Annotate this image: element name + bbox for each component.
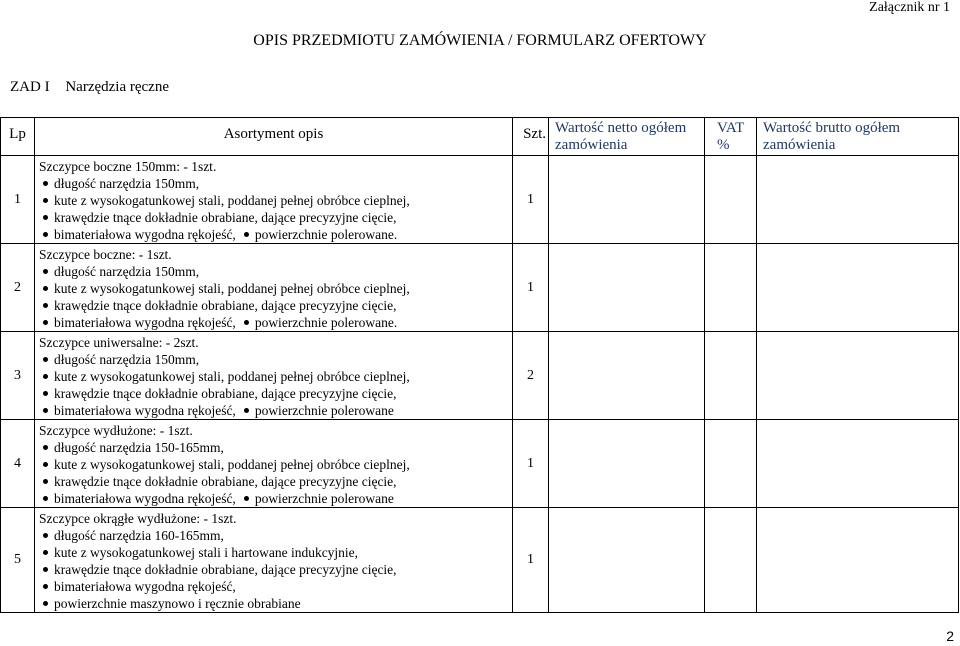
- net-value-cell[interactable]: [549, 156, 705, 244]
- bullet-item: [39, 456, 512, 473]
- bullet-icon: [43, 357, 48, 362]
- bullet-item: [39, 280, 512, 297]
- bullet-text: kute z wysokogatunkowej stali, poddanej pełnej obróbce cieplnej,: [54, 193, 410, 208]
- bullet-icon: [43, 601, 48, 606]
- bullet-text: kute z wysokogatunkowej stali, poddanej pełnej obróbce cieplnej,: [54, 457, 410, 472]
- header-vat-line1: VAT: [717, 120, 745, 136]
- row-description: [35, 420, 513, 508]
- bullet-text: długość narzędzia 160-165mm,: [54, 528, 224, 543]
- bullet-icon: [43, 496, 48, 501]
- bullet-icon: [43, 479, 48, 484]
- net-value-cell[interactable]: [549, 244, 705, 332]
- row-qty: 1: [513, 244, 549, 332]
- bullet-icon: [43, 198, 48, 203]
- bullet-item: [39, 490, 512, 507]
- net-value-cell[interactable]: [549, 420, 705, 508]
- bullet-text: powierzchnie polerowane.: [254, 227, 398, 242]
- item-name: Szczypce boczne 150mm: - 1szt.: [39, 159, 217, 174]
- bullet-text: bimateriałowa wygodna rękojeść,: [54, 491, 236, 506]
- item-name: Szczypce okrągłe wydłużone: - 1szt.: [39, 511, 237, 526]
- page-number: 2: [946, 628, 954, 644]
- bullet-icon: [43, 320, 48, 325]
- row-lp: 5: [1, 508, 35, 613]
- section-code: ZAD I: [10, 79, 50, 95]
- bullet-text: bimateriałowa wygodna rękojeść,: [54, 315, 236, 330]
- bullet-item: [39, 192, 512, 209]
- bullet-text: bimateriałowa wygodna rękojeść,: [54, 579, 236, 594]
- bullet-icon: [244, 408, 249, 413]
- row-qty: 2: [513, 332, 549, 420]
- row-qty: 1: [513, 508, 549, 613]
- gross-value-cell[interactable]: [757, 244, 959, 332]
- table-row: [1, 244, 959, 332]
- bullet-icon: [43, 567, 48, 572]
- header-net-line2: zamówienia: [555, 137, 628, 153]
- bullet-text: krawędzie tnące dokładnie obrabiane, dające precyzyjne cięcie,: [54, 386, 397, 401]
- section-heading: [10, 79, 169, 96]
- bullet-item: [39, 263, 512, 280]
- bullet-icon: [244, 496, 249, 501]
- bullet-icon: [43, 286, 48, 291]
- row-description: [35, 332, 513, 420]
- header-net-value: [549, 118, 705, 156]
- vat-cell[interactable]: [705, 508, 757, 613]
- item-name: Szczypce wydłużone: - 1szt.: [39, 423, 193, 438]
- bullet-text: długość narzędzia 150-165mm,: [54, 440, 224, 455]
- bullet-icon: [244, 320, 249, 325]
- header-lp: Lp: [1, 118, 35, 156]
- header-gross-line2: zamówienia: [763, 137, 836, 153]
- bullet-icon: [43, 462, 48, 467]
- bullet-icon: [43, 374, 48, 379]
- bullet-item: [39, 578, 512, 595]
- header-qty: Szt.: [513, 118, 549, 156]
- bullet-icon: [43, 215, 48, 220]
- table-row: [1, 156, 959, 244]
- bullet-text: długość narzędzia 150mm,: [54, 176, 200, 191]
- bullet-icon: [43, 303, 48, 308]
- net-value-cell[interactable]: [549, 508, 705, 613]
- gross-value-cell[interactable]: [757, 156, 959, 244]
- header-vat-line2: %: [717, 137, 730, 153]
- bullet-icon: [43, 445, 48, 450]
- net-value-cell[interactable]: [549, 332, 705, 420]
- header-assortment: Asortyment opis: [35, 118, 513, 156]
- bullet-icon: [43, 584, 48, 589]
- bullet-item: [39, 226, 512, 243]
- bullet-text: bimateriałowa wygodna rękojeść,: [54, 227, 236, 242]
- bullet-item: [39, 209, 512, 226]
- bullet-item: [39, 595, 512, 612]
- row-lp: 4: [1, 420, 35, 508]
- vat-cell[interactable]: [705, 156, 757, 244]
- bullet-item: [39, 175, 512, 192]
- vat-cell[interactable]: [705, 244, 757, 332]
- bullet-text: powierzchnie polerowane: [254, 403, 394, 418]
- table-row: [1, 332, 959, 420]
- bullet-text: kute z wysokogatunkowej stali i hartowane indukcyjnie,: [54, 545, 359, 560]
- table-row: [1, 508, 959, 613]
- row-lp: 1: [1, 156, 35, 244]
- row-lp: 3: [1, 332, 35, 420]
- document-title: OPIS PRZEDMIOTU ZAMÓWIENIA / FORMULARZ OFERTOWY: [253, 32, 707, 49]
- bullet-item: [39, 351, 512, 368]
- item-name: Szczypce uniwersalne: - 2szt.: [39, 335, 199, 350]
- table-row: [1, 420, 959, 508]
- bullet-item: [39, 297, 512, 314]
- bullet-text: powierzchnie polerowane.: [254, 315, 398, 330]
- bullet-text: kute z wysokogatunkowej stali, poddanej pełnej obróbce cieplnej,: [54, 281, 410, 296]
- bullet-text: kute z wysokogatunkowej stali, poddanej pełnej obróbce cieplnej,: [54, 369, 410, 384]
- bullet-item: [39, 473, 512, 490]
- header-vat: [705, 118, 757, 156]
- bullet-icon: [43, 533, 48, 538]
- row-lp: 2: [1, 244, 35, 332]
- bullet-text: krawędzie tnące dokładnie obrabiane, dające precyzyjne cięcie,: [54, 210, 397, 225]
- gross-value-cell[interactable]: [757, 332, 959, 420]
- gross-value-cell[interactable]: [757, 420, 959, 508]
- bullet-icon: [43, 269, 48, 274]
- bullet-icon: [43, 408, 48, 413]
- bullet-icon: [43, 181, 48, 186]
- row-description: [35, 508, 513, 613]
- bullet-item: [39, 314, 512, 331]
- bullet-text: długość narzędzia 150mm,: [54, 352, 200, 367]
- bullet-text: powierzchnie polerowane: [254, 491, 394, 506]
- bullet-icon: [43, 232, 48, 237]
- attachment-label: Załącznik nr 1: [869, 0, 950, 15]
- bullet-text: krawędzie tnące dokładnie obrabiane, dające precyzyjne cięcie,: [54, 562, 397, 577]
- bullet-item: [39, 385, 512, 402]
- bullet-text: bimateriałowa wygodna rękojeść,: [54, 403, 236, 418]
- row-description: [35, 244, 513, 332]
- bullet-text: krawędzie tnące dokładnie obrabiane, dające precyzyjne cięcie,: [54, 474, 397, 489]
- bullet-item: [39, 527, 512, 544]
- row-description: [35, 156, 513, 244]
- bullet-icon: [43, 550, 48, 555]
- vat-cell[interactable]: [705, 420, 757, 508]
- table-header-row: [1, 118, 959, 156]
- bullet-icon: [244, 232, 249, 237]
- bullet-text: powierzchnie maszynowo i ręcznie obrabiane: [54, 596, 301, 611]
- bullet-item: [39, 368, 512, 385]
- header-net-line1: Wartość netto ogółem: [555, 120, 687, 136]
- vat-cell[interactable]: [705, 332, 757, 420]
- gross-value-cell[interactable]: [757, 508, 959, 613]
- bullet-item: [39, 561, 512, 578]
- header-gross-value: [757, 118, 959, 156]
- row-qty: 1: [513, 420, 549, 508]
- bullet-text: krawędzie tnące dokładnie obrabiane, dające precyzyjne cięcie,: [54, 298, 397, 313]
- offer-table: [0, 117, 959, 613]
- bullet-text: długość narzędzia 150mm,: [54, 264, 200, 279]
- row-qty: 1: [513, 156, 549, 244]
- item-name: Szczypce boczne: - 1szt.: [39, 247, 172, 262]
- header-gross-line1: Wartość brutto ogółem: [763, 120, 901, 136]
- bullet-item: [39, 402, 512, 419]
- bullet-icon: [43, 391, 48, 396]
- bullet-item: [39, 544, 512, 561]
- section-name: Narzędzia ręczne: [65, 79, 169, 95]
- bullet-item: [39, 439, 512, 456]
